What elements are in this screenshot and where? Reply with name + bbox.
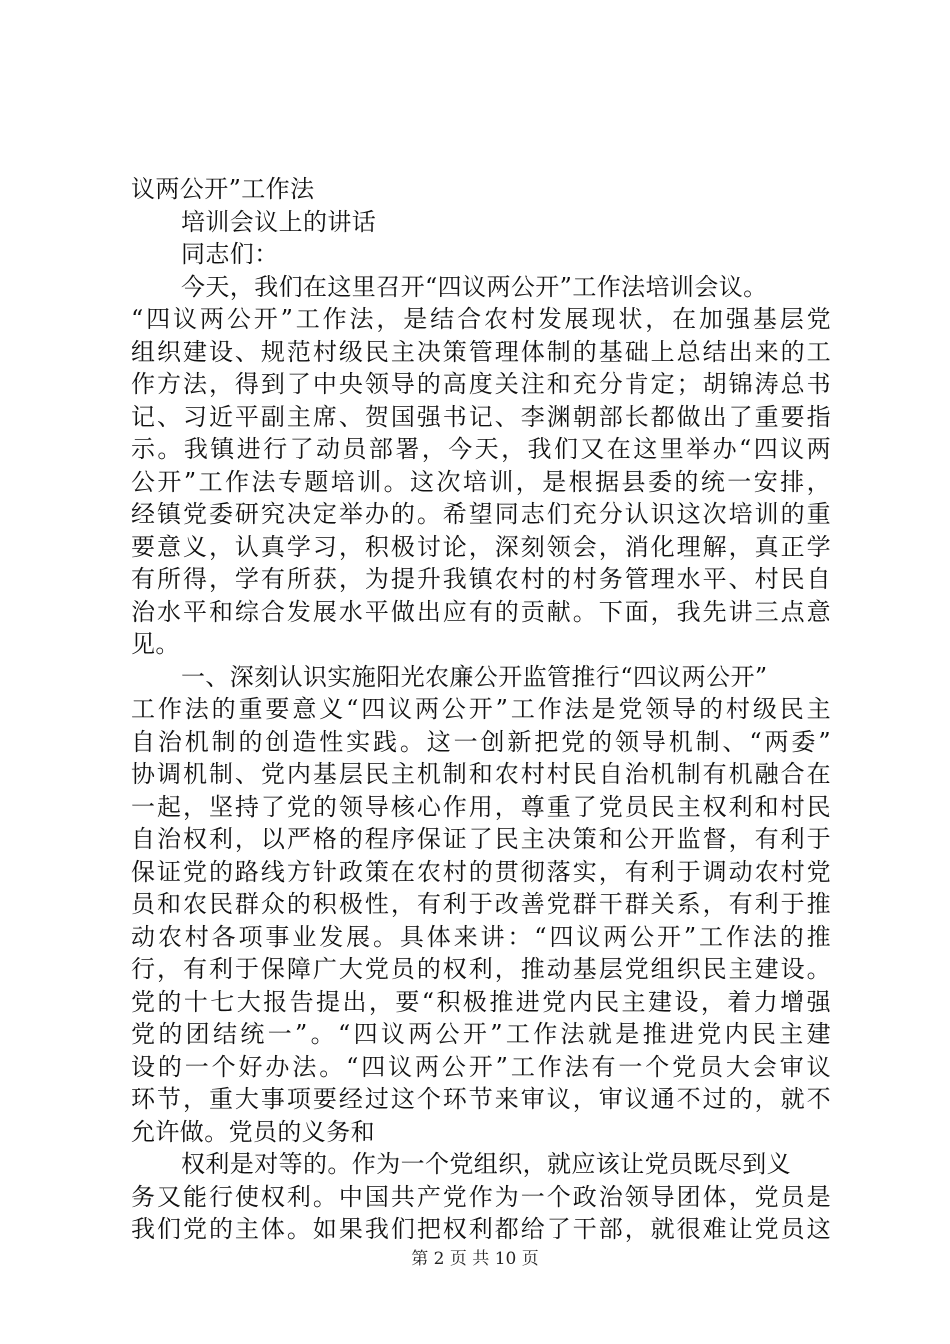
text-line: 党的团结统一”。“四议两公开”工作法就是推进党内民主建 <box>131 1020 831 1048</box>
text-line: 治水平和综合发展水平做出应有的贡献。下面，我先讲三点意 <box>131 597 831 626</box>
page-number-footer: 第 2 页 共 10 页 <box>411 1249 539 1269</box>
text-line: 保证党的路线方针政策在农村的贯彻落实，有利于调动农村党 <box>131 857 831 886</box>
text-line: 作方法，得到了中央领导的高度关注和充分肯定；胡锦涛总书 <box>131 370 831 398</box>
text-line: 员和农民群众的积极性，有利于改善党群干群关系，有利于推 <box>131 890 831 918</box>
text-line: 经镇党委研究决定举办的。希望同志们充分认识这次培训的重 <box>131 500 831 528</box>
document-body <box>131 173 831 1246</box>
text-line: 要意义，认真学习，积极讨论，深刻领会，消化理解，真正学 <box>131 532 831 561</box>
text-line: 协调机制、党内基层民主机制和农村村民自治机制有机融合在 <box>131 760 831 788</box>
text-line: 允许做。党员的义务和 <box>131 1117 375 1146</box>
text-line: 有所得，学有所获，为提升我镇农村的村务管理水平、村民自 <box>131 565 831 593</box>
text-line: 今天，我们在这里召开“四议两公开”工作法培训会议。 <box>181 272 768 301</box>
text-line: 工作法的重要意义“四议两公开”工作法是党领导的村级民主 <box>131 695 831 723</box>
text-line: 示。我镇进行了动员部署，今天，我们又在这里举办“四议两 <box>131 435 831 463</box>
text-line: 行，有利于保障广大党员的权利，推动基层党组织民主建设。 <box>131 955 831 983</box>
text-line: 设的一个好办法。“四议两公开”工作法有一个党员大会审议 <box>131 1052 831 1081</box>
text-line: 务又能行使权利。中国共产党作为一个政治领导团体，党员是 <box>131 1182 831 1211</box>
text-line: 培训会议上的讲话 <box>181 207 377 236</box>
text-line: 记、习近平副主席、贺国强书记、李渊朝部长都做出了重要指 <box>131 402 831 431</box>
text-line: 自治机制的创造性实践。这一创新把党的领导机制、“两委” <box>131 727 831 756</box>
text-line: 自治权利，以严格的程序保证了民主决策和公开监督，有利于 <box>131 825 831 853</box>
text-line: 议两公开”工作法 <box>131 175 315 203</box>
text-line: 见。 <box>131 630 180 658</box>
text-line: 党的十七大报告提出，要“积极推进党内民主建设，着力增强 <box>131 987 831 1016</box>
text-line: “四议两公开”工作法，是结合农村发展现状，在加强基层党 <box>131 305 831 333</box>
text-line: 一、深刻认识实施阳光农廉公开监管推行“四议两公开” <box>181 662 768 691</box>
text-line: 我们党的主体。如果我们把权利都给了干部，就很难让党员这 <box>131 1215 831 1243</box>
text-line: 权利是对等的。作为一个党组织，就应该让党员既尽到义 <box>181 1150 791 1178</box>
text-line: 环节，重大事项要经过这个环节来审议，审议通不过的，就不 <box>131 1085 831 1113</box>
text-line: 动农村各项事业发展。具体来讲：“四议两公开”工作法的推 <box>131 922 831 951</box>
text-line: 组织建设、规范村级民主决策管理体制的基础上总结出来的工 <box>131 337 831 366</box>
text-line: 同志们： <box>181 240 279 268</box>
text-line: 一起，坚持了党的领导核心作用，尊重了党员民主权利和村民 <box>131 792 831 821</box>
text-line: 公开”工作法专题培训。这次培训，是根据县委的统一安排， <box>131 467 831 496</box>
